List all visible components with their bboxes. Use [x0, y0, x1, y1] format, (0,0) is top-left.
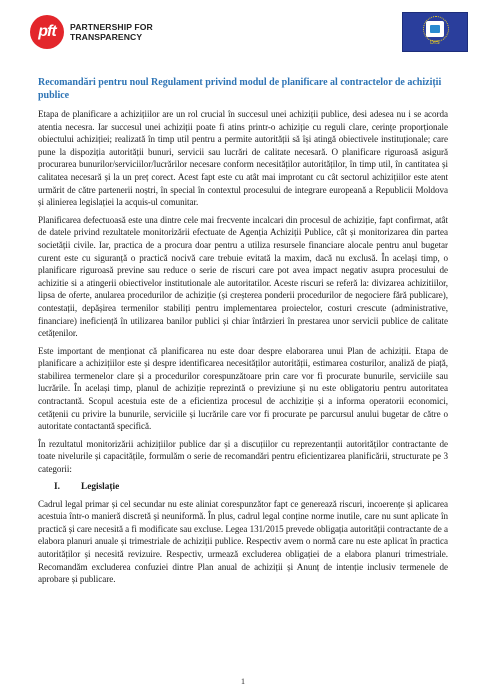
- dis-logo: [402, 12, 468, 52]
- paragraph: Etapa de planificare a achizițiilor are un rol crucial în succesul unei achiziții publice, desi adesea nu i se acorda atentia necesra. Iar succesul unei achiziții poate fi atins printr-o achiziție cu reguli clare, cerințe proporționale obiectului achiziției; realizată în timp util pentru a permite autorității să își atingă obiectivele instituționale; care pune la dispoziția autorității bunuri, servicii sau lucrări de calitate necesară. O planificare riguroasă asigură procurarea bunurilor/serviciilor/lucrărilor necesare conform necesităților autorităților, în timp util, în cantitatea și calitatea necesară și la un preț corect. Acest fapt este cu atât mai improtant cu cât sectorul achizițiilor este atent urmărit de către partenerii noștri, în special în contextul procesului de integrare europeană a Republicii Moldova și alinierea legislației la acquis-ul comunitar.: [38, 109, 448, 208]
- stamp-icon: [426, 21, 444, 37]
- pft-logo: [30, 15, 153, 49]
- section-heading: [54, 481, 448, 494]
- pft-logo-text: PARTNERSHIP FOR TRANSPARENCY: [70, 22, 153, 42]
- section-title: Legislație: [81, 481, 120, 492]
- document-title: Recomandări pentru noul Regulament privind modul de planificare al contractelor de achiziții publice: [38, 77, 442, 101]
- section-number: I.: [54, 481, 60, 492]
- paragraph: În rezultatul monitorizării achizițiilor publice dar și a discuțiilor cu reprezentanții autorităților contractante de toate nivelurile și capacitățile, formulăm o serie de recomandări pentru eficientizarea planificării, structurate pe 3 categorii:: [38, 438, 448, 475]
- paragraph: Cadrul legal primar și cel secundar nu este aliniat corespunzător fapt ce generează riscuri, incoerențe și aplicarea acestuia într-o manieră discretă și neuniformă. În plus, cadrul legal conține norme inutile, care nu sunt aplicate în practică și care necesită a fi modificate sau excluse. Legea 131/2015 prevede obligația autorității contractante de a elabora planuri anuale și trimestriale de achiziții publice. Respectiv avem o normă care nu este aplicat în practica autorităților și necesită revizuire. Respectiv, urmează excluderea obligației de a elabora planuri trimestriale. Recomandăm excluderea confuziei dintre Plan anual de achiziții și Anunț de intenție inclusiv termenele de aprobare și publicare.: [38, 498, 448, 585]
- document-body: [38, 76, 448, 591]
- dis-logo-text: DIS: [430, 40, 440, 46]
- paragraph: Planificarea defectuoasă este una dintre cele mai frecvente incalcari din procesul de achiziție, fapt confirmat, atât de datele privind rezultatele monitorizării efectuate de Agenția Achiziții Publice, cât și monitorizarea din partea societății civile. Iar, practica de a procura doar pentru a utiliza resursele financiare alocale pentru anul bugetar curent este cu siguranță o practică nocivă care trebuie evitată la maxim, dacă nu exclusă. În același timp, o planificare riguroasă previne sau reduce o serie de riscuri care pot avea impact negativ asupra procesului de achizitie si a atingerii obiectivelor institutionale ale autoritatilor. Aceste riscuri se referă la: divizarea achizitiilor, lipsa de oferte, anularea procedurilor de achiziție (și creșterea ponderii procedurilor de negociere fără publicare), contestații, depășirea termenilor stabiliți pentru implementarea proiectelor, costuri crescute (administrative, financiare) ineficiență în utilizarea banilor publici și chiar întârzieri în prestarea unor servicii publice de calitate cetățenilor.: [38, 214, 448, 339]
- page-number: 1: [240, 676, 246, 686]
- pft-logo-mark: pft: [30, 15, 64, 49]
- page-header: [0, 0, 486, 72]
- paragraph: Este important de menționat că planificarea nu este doar despre elaborarea unui Plan de achiziții. Etapa de planificare a achizițiilor este și despre identificarea necesităților autorității, estimarea costurilor, analiză de piață, stabilirea termenelor clare și a procedurilor corespunzătoare prin care vor fi procurate bunurile, serviciile sau lucrările. În același timp, planul de achiziție reprezintă o previziune și nu este obligatoriu pentru autoritatea contractantă. Scopul acestuia este de a eficientiza procesul de acchiziție și a informa operatorii economici, cetățenii cu privire la bunurile, serviciile și lucrările care vor fi procurate pe parcursul anului bugetar de către o autoritate contactantă specifică.: [38, 345, 448, 432]
